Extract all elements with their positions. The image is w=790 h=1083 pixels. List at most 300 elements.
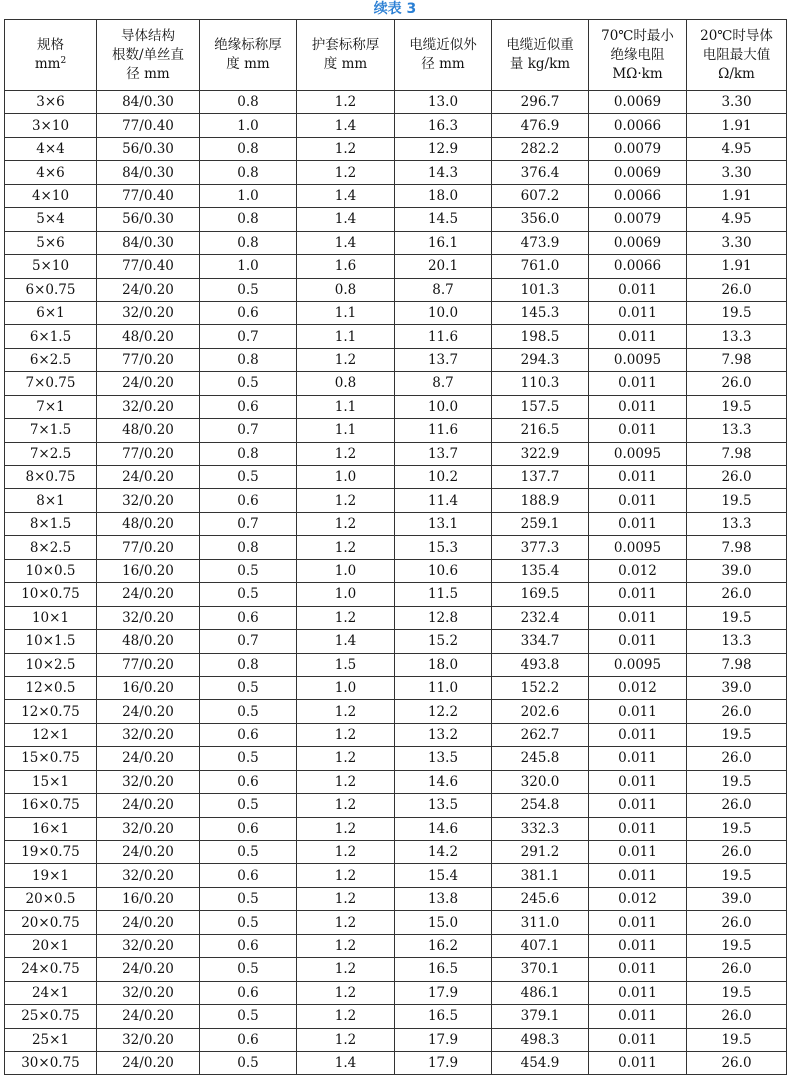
table-row <box>5 864 787 887</box>
cell-sheath: 1.2 <box>297 442 395 465</box>
cell-insulation-resistance: 0.011 <box>589 817 687 840</box>
table-row <box>5 301 787 324</box>
header-spec-unit-exponent: 2 <box>60 56 67 66</box>
cell-weight: 379.1 <box>492 1005 589 1028</box>
cell-insulation: 0.5 <box>200 911 297 934</box>
cell-spec: 20×0.5 <box>5 887 97 910</box>
header-weight-line2: 量 kg/km <box>509 56 571 72</box>
cell-conductor-resistance: 26.0 <box>687 372 787 395</box>
cell-conductor-resistance: 19.5 <box>687 606 787 629</box>
header-conductor-line2: 根数/单丝直 <box>111 46 185 63</box>
cell-outer-diameter: 10.0 <box>395 301 492 324</box>
cell-spec: 19×0.75 <box>5 841 97 864</box>
cell-sheath: 1.2 <box>297 606 395 629</box>
table-row <box>5 723 787 746</box>
cell-sheath: 1.2 <box>297 911 395 934</box>
cell-conductor-resistance: 19.5 <box>687 301 787 324</box>
cell-insulation: 0.6 <box>200 606 297 629</box>
cell-conductor-resistance: 26.0 <box>687 700 787 723</box>
cell-conductor-resistance: 7.98 <box>687 442 787 465</box>
cell-sheath: 1.2 <box>297 91 395 114</box>
table-body <box>5 91 787 1075</box>
cell-sheath: 1.4 <box>297 630 395 653</box>
table-row <box>5 1028 787 1051</box>
cell-insulation-resistance: 0.012 <box>589 676 687 699</box>
cell-outer-diameter: 18.0 <box>395 653 492 676</box>
cell-insulation: 0.6 <box>200 723 297 746</box>
cell-sheath: 0.8 <box>297 278 395 301</box>
cell-outer-diameter: 14.3 <box>395 161 492 184</box>
cell-sheath: 1.2 <box>297 770 395 793</box>
cell-weight: 145.3 <box>492 301 589 324</box>
table-row <box>5 911 787 934</box>
cell-insulation: 0.8 <box>200 231 297 254</box>
cell-sheath: 1.1 <box>297 301 395 324</box>
cell-sheath: 1.2 <box>297 794 395 817</box>
cell-outer-diameter: 16.3 <box>395 114 492 137</box>
cell-outer-diameter: 11.0 <box>395 676 492 699</box>
cell-conductor-resistance: 26.0 <box>687 794 787 817</box>
cell-conductor-resistance: 19.5 <box>687 395 787 418</box>
cell-conductor-resistance: 39.0 <box>687 887 787 910</box>
cell-conductor: 24/0.20 <box>97 958 200 981</box>
cell-conductor: 24/0.20 <box>97 583 200 606</box>
cell-spec: 6×1.5 <box>5 325 97 348</box>
table-row <box>5 887 787 910</box>
cell-sheath: 1.2 <box>297 864 395 887</box>
cell-spec: 16×0.75 <box>5 794 97 817</box>
cell-conductor: 48/0.20 <box>97 325 200 348</box>
cell-spec: 8×1.5 <box>5 512 97 535</box>
cell-conductor: 32/0.20 <box>97 489 200 512</box>
cell-conductor: 32/0.20 <box>97 864 200 887</box>
cell-conductor: 32/0.20 <box>97 934 200 957</box>
header-weight-line1: 电缆近似重 <box>506 37 574 53</box>
cell-conductor: 32/0.20 <box>97 817 200 840</box>
header-conductor-line3: 径 mm <box>126 65 170 82</box>
cell-outer-diameter: 8.7 <box>395 372 492 395</box>
cell-insulation: 1.0 <box>200 184 297 207</box>
cell-insulation: 0.8 <box>200 653 297 676</box>
cell-weight: 320.0 <box>492 770 589 793</box>
cell-insulation-resistance: 0.0066 <box>589 255 687 278</box>
cell-sheath: 1.2 <box>297 934 395 957</box>
cell-spec: 10×0.75 <box>5 583 97 606</box>
table-row <box>5 841 787 864</box>
cell-sheath: 1.1 <box>297 419 395 442</box>
cell-outer-diameter: 13.0 <box>395 91 492 114</box>
cell-conductor-resistance: 1.91 <box>687 255 787 278</box>
table-row <box>5 372 787 395</box>
cell-insulation-resistance: 0.011 <box>589 630 687 653</box>
cell-weight: 311.0 <box>492 911 589 934</box>
cell-insulation: 0.6 <box>200 934 297 957</box>
cell-insulation-resistance: 0.0079 <box>589 137 687 160</box>
cell-insulation-resistance: 0.0095 <box>589 536 687 559</box>
cell-insulation-resistance: 0.011 <box>589 934 687 957</box>
cell-conductor: 24/0.20 <box>97 700 200 723</box>
cell-outer-diameter: 13.7 <box>395 442 492 465</box>
cell-spec: 10×1.5 <box>5 630 97 653</box>
cell-spec: 8×1 <box>5 489 97 512</box>
cell-sheath: 1.2 <box>297 348 395 371</box>
cell-insulation: 0.5 <box>200 958 297 981</box>
cell-weight: 486.1 <box>492 981 589 1004</box>
table-row <box>5 1005 787 1028</box>
cell-weight: 377.3 <box>492 536 589 559</box>
cell-insulation-resistance: 0.0095 <box>589 348 687 371</box>
cell-outer-diameter: 10.6 <box>395 559 492 582</box>
cell-sheath: 1.2 <box>297 958 395 981</box>
header-spec-line1: 规格 <box>37 37 64 53</box>
cell-spec: 7×2.5 <box>5 442 97 465</box>
cell-conductor-resistance: 19.5 <box>687 981 787 1004</box>
cell-weight: 245.6 <box>492 887 589 910</box>
cell-conductor-resistance: 26.0 <box>687 841 787 864</box>
cell-insulation-resistance: 0.011 <box>589 512 687 535</box>
cell-insulation-resistance: 0.011 <box>589 606 687 629</box>
table-row <box>5 208 787 231</box>
cell-outer-diameter: 16.2 <box>395 934 492 957</box>
cell-weight: 498.3 <box>492 1028 589 1051</box>
cell-weight: 259.1 <box>492 512 589 535</box>
cell-conductor: 84/0.30 <box>97 231 200 254</box>
cell-spec: 24×0.75 <box>5 958 97 981</box>
cell-outer-diameter: 14.6 <box>395 770 492 793</box>
cell-sheath: 1.4 <box>297 114 395 137</box>
cell-weight: 245.8 <box>492 747 589 770</box>
cell-insulation-resistance: 0.011 <box>589 325 687 348</box>
table-row <box>5 512 787 535</box>
cell-conductor-resistance: 1.91 <box>687 184 787 207</box>
cell-outer-diameter: 16.5 <box>395 958 492 981</box>
cell-weight: 376.4 <box>492 161 589 184</box>
table-row <box>5 653 787 676</box>
cell-insulation-resistance: 0.011 <box>589 723 687 746</box>
cell-outer-diameter: 14.5 <box>395 208 492 231</box>
header-insulation-resistance-line1: 70℃时最小 <box>601 27 674 44</box>
cell-spec: 25×0.75 <box>5 1005 97 1028</box>
cell-outer-diameter: 17.9 <box>395 1028 492 1051</box>
cell-spec: 5×10 <box>5 255 97 278</box>
cell-insulation: 1.0 <box>200 114 297 137</box>
header-spec-line2 <box>5 55 96 74</box>
cell-insulation: 0.5 <box>200 278 297 301</box>
table-row <box>5 114 787 137</box>
table-row <box>5 395 787 418</box>
cell-insulation-resistance: 0.011 <box>589 1028 687 1051</box>
cell-sheath: 1.2 <box>297 841 395 864</box>
cell-outer-diameter: 11.6 <box>395 325 492 348</box>
cell-spec: 7×1 <box>5 395 97 418</box>
cell-conductor-resistance: 13.3 <box>687 512 787 535</box>
cell-outer-diameter: 15.3 <box>395 536 492 559</box>
cell-weight: 294.3 <box>492 348 589 371</box>
cell-weight: 110.3 <box>492 372 589 395</box>
cell-weight: 232.4 <box>492 606 589 629</box>
cell-spec: 7×0.75 <box>5 372 97 395</box>
cell-spec: 3×10 <box>5 114 97 137</box>
cell-outer-diameter: 12.9 <box>395 137 492 160</box>
cell-spec: 7×1.5 <box>5 419 97 442</box>
header-insulation-resistance <box>589 20 687 91</box>
header-insulation <box>200 20 297 91</box>
cell-sheath: 1.0 <box>297 676 395 699</box>
cell-outer-diameter: 11.5 <box>395 583 492 606</box>
cell-insulation-resistance: 0.011 <box>589 1005 687 1028</box>
cell-insulation: 0.8 <box>200 348 297 371</box>
cell-spec: 10×1 <box>5 606 97 629</box>
cell-sheath: 1.4 <box>297 231 395 254</box>
cell-sheath: 1.2 <box>297 512 395 535</box>
cell-insulation-resistance: 0.011 <box>589 419 687 442</box>
cell-weight: 137.7 <box>492 466 589 489</box>
cell-spec: 8×0.75 <box>5 466 97 489</box>
cell-conductor-resistance: 13.3 <box>687 630 787 653</box>
cell-sheath: 1.5 <box>297 653 395 676</box>
cell-insulation-resistance: 0.011 <box>589 958 687 981</box>
cell-outer-diameter: 10.2 <box>395 466 492 489</box>
cell-insulation: 0.5 <box>200 747 297 770</box>
cell-spec: 6×0.75 <box>5 278 97 301</box>
cell-weight: 198.5 <box>492 325 589 348</box>
cell-weight: 152.2 <box>492 676 589 699</box>
table-row <box>5 981 787 1004</box>
cell-spec: 15×1 <box>5 770 97 793</box>
header-row <box>5 20 787 91</box>
cell-insulation: 0.8 <box>200 137 297 160</box>
cell-conductor-resistance: 26.0 <box>687 747 787 770</box>
cell-sheath: 1.6 <box>297 255 395 278</box>
cell-insulation-resistance: 0.011 <box>589 1051 687 1074</box>
cell-spec: 25×1 <box>5 1028 97 1051</box>
table-row <box>5 91 787 114</box>
cell-conductor: 84/0.30 <box>97 91 200 114</box>
header-insulation-line2: 度 mm <box>226 56 270 72</box>
cell-conductor: 32/0.20 <box>97 981 200 1004</box>
cell-conductor: 48/0.20 <box>97 419 200 442</box>
cell-insulation-resistance: 0.011 <box>589 770 687 793</box>
table-row <box>5 466 787 489</box>
cell-conductor: 32/0.20 <box>97 606 200 629</box>
cell-spec: 3×6 <box>5 91 97 114</box>
cell-spec: 12×0.5 <box>5 676 97 699</box>
cell-insulation: 0.6 <box>200 301 297 324</box>
cell-conductor-resistance: 19.5 <box>687 934 787 957</box>
cell-conductor: 48/0.20 <box>97 630 200 653</box>
cell-outer-diameter: 8.7 <box>395 278 492 301</box>
cell-insulation: 0.5 <box>200 841 297 864</box>
table-row <box>5 700 787 723</box>
cell-outer-diameter: 13.5 <box>395 747 492 770</box>
cell-outer-diameter: 12.8 <box>395 606 492 629</box>
table-header <box>5 20 787 91</box>
cell-weight: 291.2 <box>492 841 589 864</box>
cell-insulation: 0.5 <box>200 700 297 723</box>
cell-insulation: 0.6 <box>200 770 297 793</box>
table-row <box>5 606 787 629</box>
cell-spec: 30×0.75 <box>5 1051 97 1074</box>
cell-conductor: 24/0.20 <box>97 372 200 395</box>
cell-weight: 101.3 <box>492 278 589 301</box>
table-row <box>5 676 787 699</box>
cell-sheath: 1.2 <box>297 489 395 512</box>
cell-sheath: 1.2 <box>297 137 395 160</box>
cell-spec: 4×6 <box>5 161 97 184</box>
cell-sheath: 1.0 <box>297 466 395 489</box>
cell-insulation: 0.6 <box>200 489 297 512</box>
table-row <box>5 794 787 817</box>
cell-conductor-resistance: 26.0 <box>687 1051 787 1074</box>
cable-spec-table <box>4 19 787 1075</box>
cell-insulation: 0.8 <box>200 536 297 559</box>
cell-conductor: 32/0.20 <box>97 301 200 324</box>
table-row <box>5 747 787 770</box>
cell-conductor-resistance: 13.3 <box>687 419 787 442</box>
cell-spec: 15×0.75 <box>5 747 97 770</box>
cell-outer-diameter: 18.0 <box>395 184 492 207</box>
table-row <box>5 630 787 653</box>
table-row <box>5 770 787 793</box>
cell-insulation-resistance: 0.0066 <box>589 114 687 137</box>
cell-sheath: 1.2 <box>297 700 395 723</box>
cell-conductor-resistance: 3.30 <box>687 161 787 184</box>
cell-conductor: 77/0.20 <box>97 536 200 559</box>
cell-insulation: 0.7 <box>200 325 297 348</box>
cell-conductor-resistance: 19.5 <box>687 723 787 746</box>
cell-conductor: 77/0.40 <box>97 184 200 207</box>
cell-weight: 322.9 <box>492 442 589 465</box>
cell-spec: 5×6 <box>5 231 97 254</box>
header-spec <box>5 20 97 91</box>
cell-conductor: 77/0.20 <box>97 442 200 465</box>
cell-spec: 19×1 <box>5 864 97 887</box>
cell-weight: 254.8 <box>492 794 589 817</box>
cell-conductor-resistance: 7.98 <box>687 653 787 676</box>
cell-insulation: 0.6 <box>200 981 297 1004</box>
table-row <box>5 934 787 957</box>
cell-insulation-resistance: 0.011 <box>589 864 687 887</box>
cell-conductor-resistance: 26.0 <box>687 1005 787 1028</box>
cell-conductor-resistance: 19.5 <box>687 817 787 840</box>
table-row <box>5 536 787 559</box>
cell-conductor: 77/0.20 <box>97 348 200 371</box>
cell-insulation: 0.6 <box>200 817 297 840</box>
cell-conductor: 84/0.30 <box>97 161 200 184</box>
cell-outer-diameter: 13.8 <box>395 887 492 910</box>
cell-sheath: 1.1 <box>297 325 395 348</box>
cell-spec: 5×4 <box>5 208 97 231</box>
header-sheath <box>297 20 395 91</box>
cell-insulation-resistance: 0.011 <box>589 747 687 770</box>
cell-spec: 4×4 <box>5 137 97 160</box>
header-insulation-resistance-line2: 绝缘电阻 <box>610 46 665 63</box>
cell-weight: 188.9 <box>492 489 589 512</box>
cell-sheath: 1.2 <box>297 887 395 910</box>
cell-insulation: 0.5 <box>200 559 297 582</box>
cell-sheath: 1.1 <box>297 395 395 418</box>
table-row <box>5 1051 787 1074</box>
cell-insulation-resistance: 0.012 <box>589 887 687 910</box>
cell-conductor: 77/0.20 <box>97 653 200 676</box>
header-conductor <box>97 20 200 91</box>
cell-insulation: 0.5 <box>200 1051 297 1074</box>
cell-insulation: 0.5 <box>200 372 297 395</box>
cell-conductor-resistance: 7.98 <box>687 536 787 559</box>
cell-weight: 296.7 <box>492 91 589 114</box>
cell-insulation-resistance: 0.0066 <box>589 184 687 207</box>
table-row <box>5 348 787 371</box>
cell-spec: 16×1 <box>5 817 97 840</box>
cell-outer-diameter: 10.0 <box>395 395 492 418</box>
cell-insulation-resistance: 0.0069 <box>589 231 687 254</box>
cell-weight: 216.5 <box>492 419 589 442</box>
cell-sheath: 0.8 <box>297 372 395 395</box>
cell-weight: 473.9 <box>492 231 589 254</box>
cell-outer-diameter: 15.2 <box>395 630 492 653</box>
cell-insulation: 0.7 <box>200 419 297 442</box>
header-conductor-resistance-line1: 20℃时导体 <box>700 27 773 44</box>
cell-weight: 262.7 <box>492 723 589 746</box>
header-insulation-resistance-line3: MΩ·km <box>612 65 663 82</box>
cell-spec: 4×10 <box>5 184 97 207</box>
cell-conductor: 24/0.20 <box>97 794 200 817</box>
cell-spec: 20×0.75 <box>5 911 97 934</box>
cell-insulation-resistance: 0.011 <box>589 395 687 418</box>
cell-conductor-resistance: 19.5 <box>687 864 787 887</box>
header-spec-unit: mm <box>34 56 61 72</box>
cell-insulation-resistance: 0.011 <box>589 301 687 324</box>
header-insulation-line1: 绝缘标称厚 <box>214 37 282 53</box>
cell-outer-diameter: 13.5 <box>395 794 492 817</box>
cell-conductor-resistance: 26.0 <box>687 958 787 981</box>
cell-insulation-resistance: 0.011 <box>589 372 687 395</box>
cell-weight: 407.1 <box>492 934 589 957</box>
table-row <box>5 184 787 207</box>
cell-outer-diameter: 15.0 <box>395 911 492 934</box>
cell-spec: 20×1 <box>5 934 97 957</box>
cell-insulation-resistance: 0.011 <box>589 489 687 512</box>
cell-weight: 282.2 <box>492 137 589 160</box>
cell-insulation: 0.5 <box>200 466 297 489</box>
cell-weight: 493.8 <box>492 653 589 676</box>
cell-spec: 10×2.5 <box>5 653 97 676</box>
cell-insulation-resistance: 0.011 <box>589 981 687 1004</box>
header-outer-diameter-line2: 径 mm <box>421 56 465 72</box>
table-row <box>5 325 787 348</box>
cell-outer-diameter: 13.1 <box>395 512 492 535</box>
cell-conductor: 77/0.40 <box>97 255 200 278</box>
cell-conductor-resistance: 4.95 <box>687 137 787 160</box>
header-sheath-line2: 度 mm <box>323 56 368 72</box>
cell-outer-diameter: 17.9 <box>395 981 492 1004</box>
cell-conductor: 24/0.20 <box>97 747 200 770</box>
cell-weight: 607.2 <box>492 184 589 207</box>
cell-spec: 6×2.5 <box>5 348 97 371</box>
cell-weight: 761.0 <box>492 255 589 278</box>
cell-outer-diameter: 17.9 <box>395 1051 492 1074</box>
cell-spec: 10×0.5 <box>5 559 97 582</box>
cell-sheath: 1.2 <box>297 747 395 770</box>
cell-weight: 169.5 <box>492 583 589 606</box>
cell-conductor-resistance: 7.98 <box>687 348 787 371</box>
cell-weight: 202.6 <box>492 700 589 723</box>
header-weight <box>492 20 589 91</box>
cell-conductor: 24/0.20 <box>97 466 200 489</box>
cell-weight: 334.7 <box>492 630 589 653</box>
cell-sheath: 1.4 <box>297 208 395 231</box>
cell-insulation-resistance: 0.011 <box>589 278 687 301</box>
